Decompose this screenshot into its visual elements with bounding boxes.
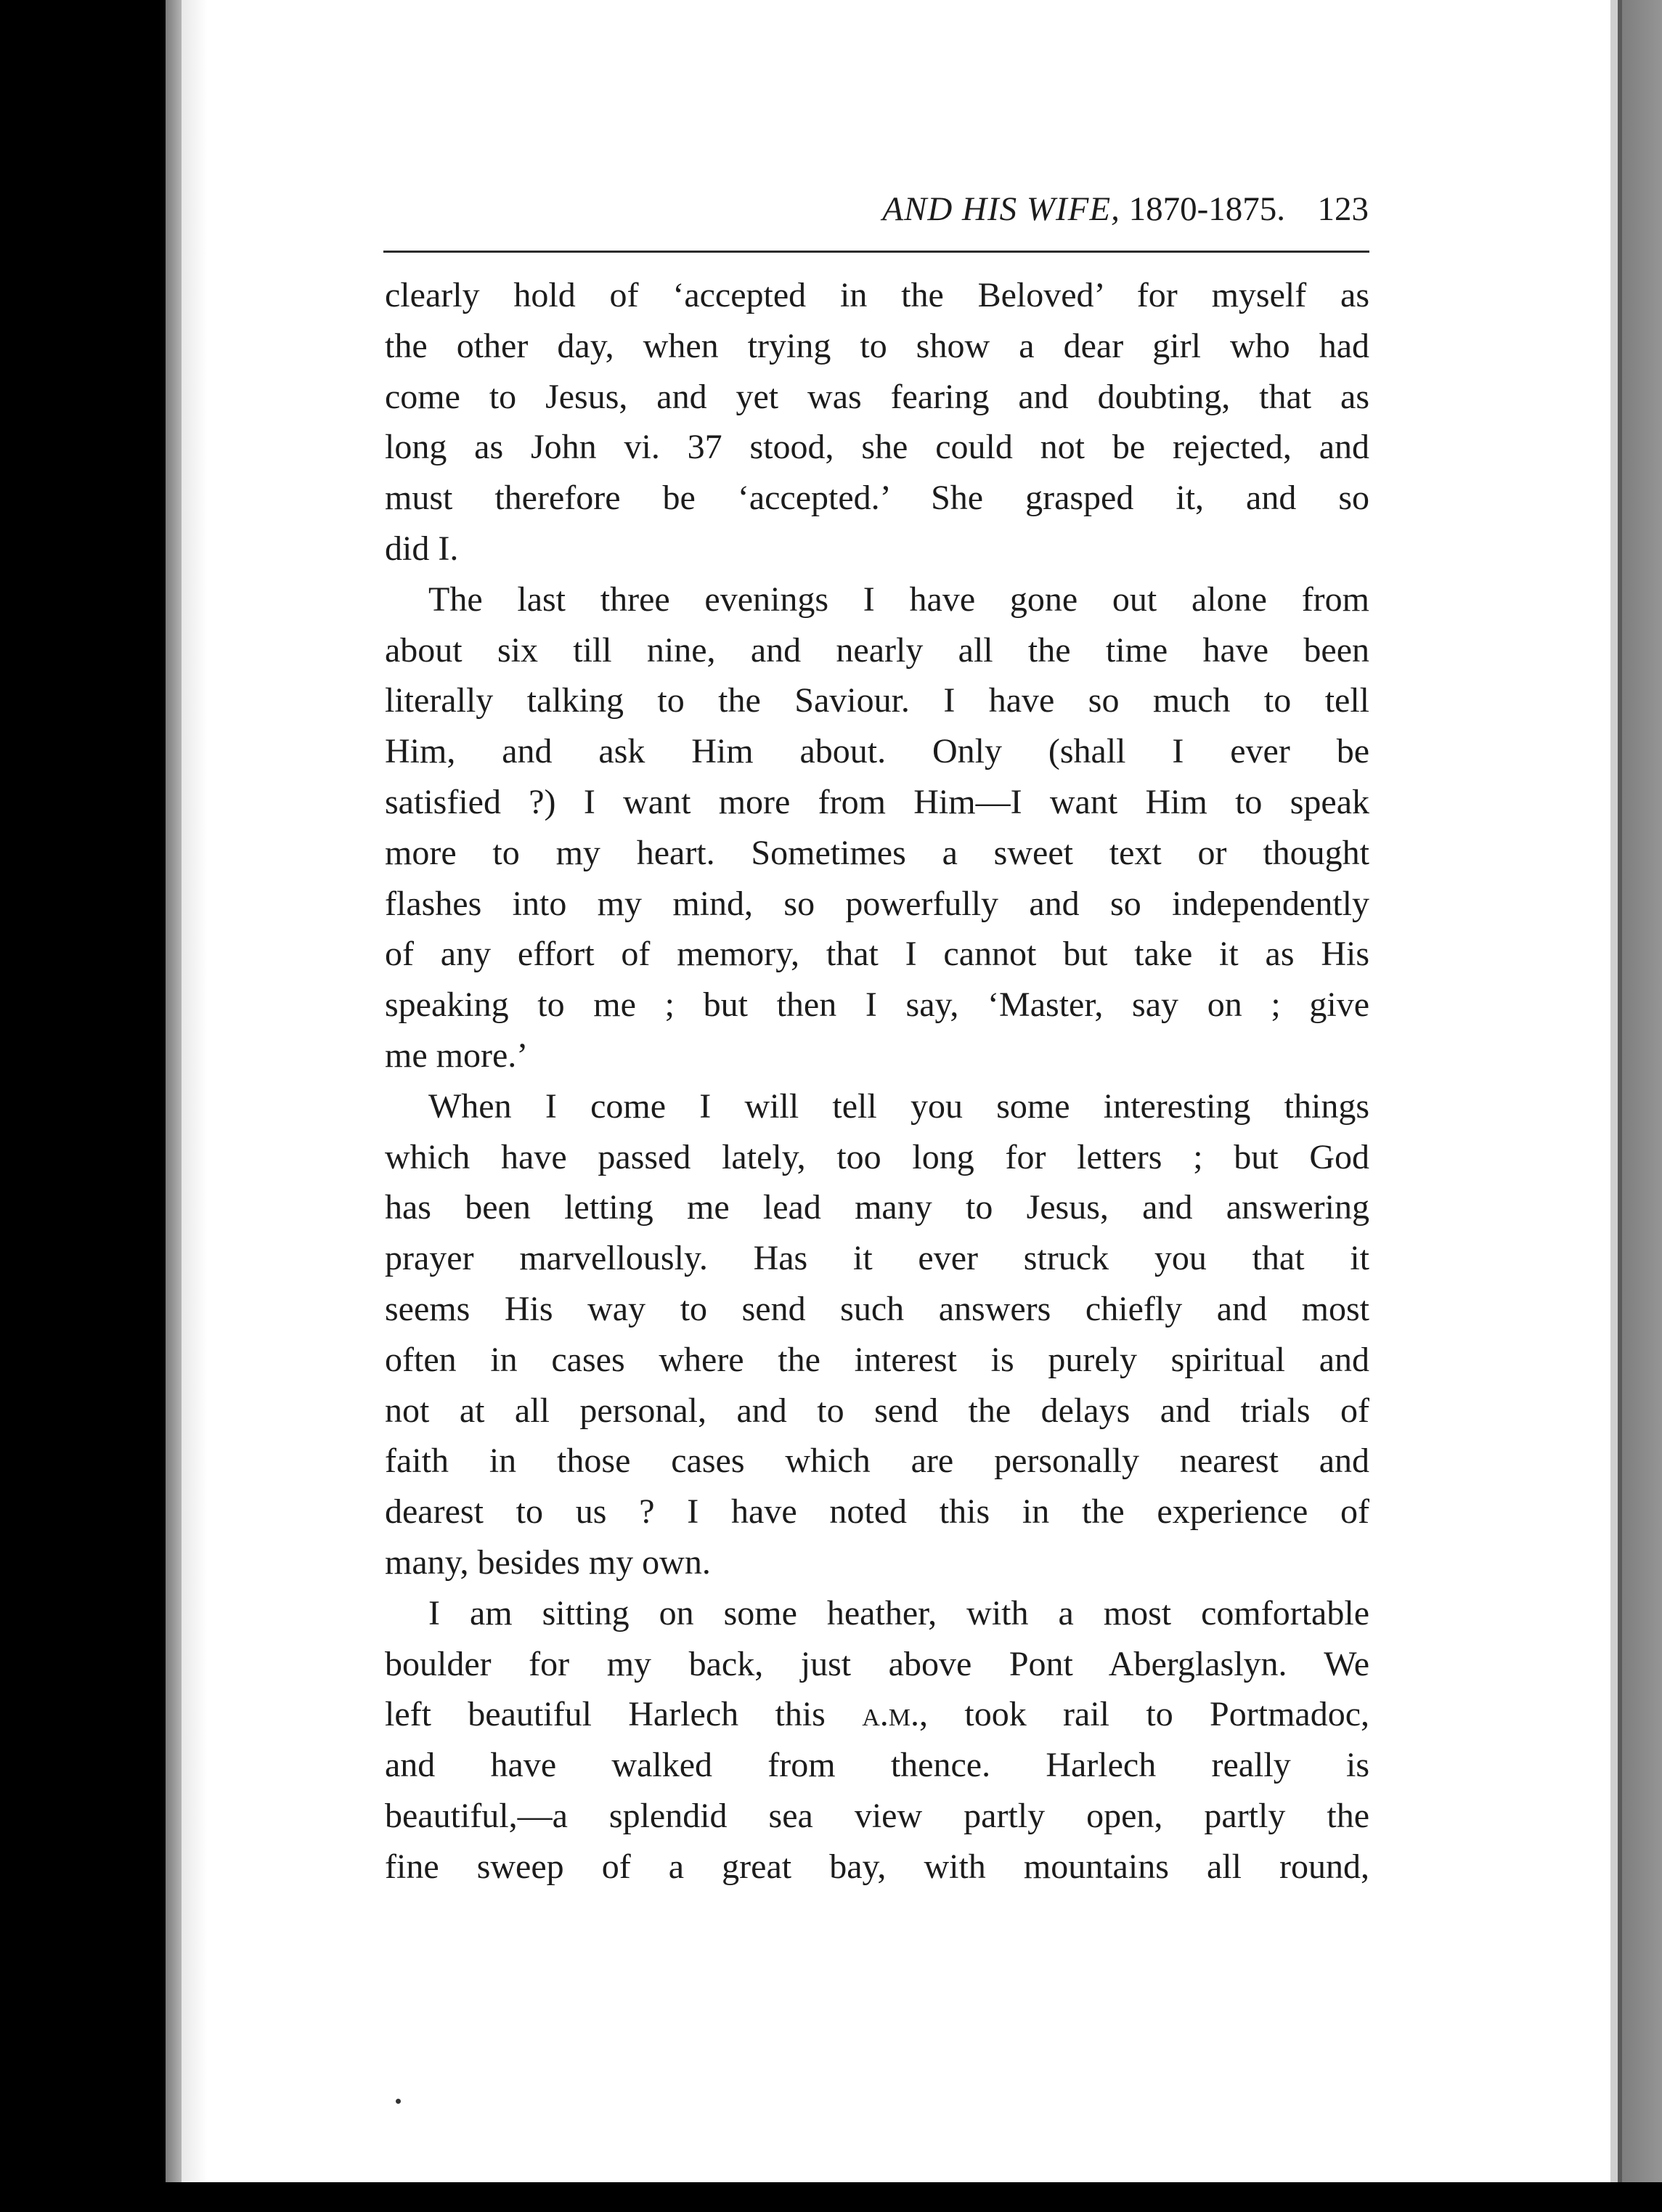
page-edge-right bbox=[1610, 0, 1618, 2212]
text-line: must therefore be ‘accepted.’ She grasped it, and so bbox=[385, 479, 1369, 518]
text-segment: left beautiful Harlech this bbox=[385, 1695, 863, 1734]
page-number: 123 bbox=[1317, 190, 1369, 228]
scan-edge-bottom bbox=[0, 2182, 1662, 2212]
text-line: I am sitting on some heather, with a most comfortable bbox=[428, 1593, 1369, 1632]
text-line: Him, and ask Him about. Only (shall I ever be bbox=[385, 732, 1369, 771]
text-line: often in cases where the interest is purely spiritual and bbox=[385, 1340, 1369, 1379]
text-line: fine sweep of a great bay, with mountains all round, bbox=[385, 1847, 1369, 1886]
text-line: faith in those cases which are personally nearest and bbox=[385, 1442, 1369, 1481]
text-line: The last three evenings I have gone out alone from bbox=[428, 580, 1369, 619]
text-line: When I come I will tell you some interesting things bbox=[428, 1086, 1369, 1126]
text-line: prayer marvellously. Has it ever struck you that it bbox=[385, 1239, 1369, 1278]
text-line: satisfied ?) I want more from Him—I want Him to speak bbox=[385, 782, 1369, 821]
abbreviation-am: a.m. bbox=[862, 1695, 920, 1734]
running-head bbox=[385, 182, 1285, 237]
text-line: of any effort of memory, that I cannot but take it as His bbox=[385, 935, 1369, 974]
text-line: beautiful,—a splendid sea view partly open, partly the bbox=[385, 1796, 1369, 1835]
text-line: clearly hold of ‘accepted in the Beloved’ for myself as bbox=[385, 276, 1369, 314]
text-line: more to my heart. Sometimes a sweet text or thought bbox=[385, 833, 1369, 872]
scan-edge-left-gray bbox=[166, 0, 182, 2212]
text-line: me more.’ bbox=[385, 1036, 529, 1075]
scan-edge-left bbox=[0, 0, 166, 2212]
running-head-title: AND HIS WIFE, bbox=[882, 190, 1120, 228]
text-line: not at all personal, and to send the delays and trials of bbox=[385, 1391, 1369, 1430]
text-line: dearest to us ? I have noted this in the experience of bbox=[385, 1492, 1369, 1532]
header-rule bbox=[383, 251, 1369, 253]
scan-speck bbox=[396, 2099, 401, 2104]
text-line: which have passed lately, too long for letters ; but God bbox=[385, 1137, 1369, 1176]
text-line bbox=[385, 1689, 1369, 1740]
text-line: seems His way to send such answers chiefly and most bbox=[385, 1289, 1369, 1328]
facing-page-edge bbox=[182, 0, 208, 2212]
running-head-years: 1870-1875. bbox=[1128, 190, 1285, 228]
text-line: about six till nine, and nearly all the time have been bbox=[385, 630, 1369, 670]
scan-speck bbox=[47, 908, 52, 913]
text-line: long as John vi. 37 stood, she could not be rejected, and bbox=[385, 428, 1369, 467]
text-line: boulder for my back, just above Pont Aberglaslyn. We bbox=[385, 1644, 1369, 1683]
text-line: come to Jesus, and yet was fearing and doubting, that as bbox=[385, 377, 1369, 416]
text-segment: , took rail to Portmadoc, bbox=[919, 1695, 1369, 1734]
text-line: has been letting me lead many to Jesus, and answering bbox=[385, 1188, 1369, 1227]
text-line: flashes into my mind, so powerfully and so independently bbox=[385, 884, 1369, 923]
text-line: many, besides my own. bbox=[385, 1542, 711, 1582]
body-text bbox=[385, 270, 1369, 1892]
text-line: speaking to me ; but then I say, ‘Master, say on ; give bbox=[385, 985, 1369, 1025]
text-line: and have walked from thence. Harlech really is bbox=[385, 1746, 1369, 1785]
scan-edge-right bbox=[1622, 0, 1662, 2212]
text-line: the other day, when trying to show a dear girl who had bbox=[385, 326, 1369, 365]
text-line: did I. bbox=[385, 529, 459, 568]
text-line: literally talking to the Saviour. I have so much to tell bbox=[385, 681, 1369, 720]
